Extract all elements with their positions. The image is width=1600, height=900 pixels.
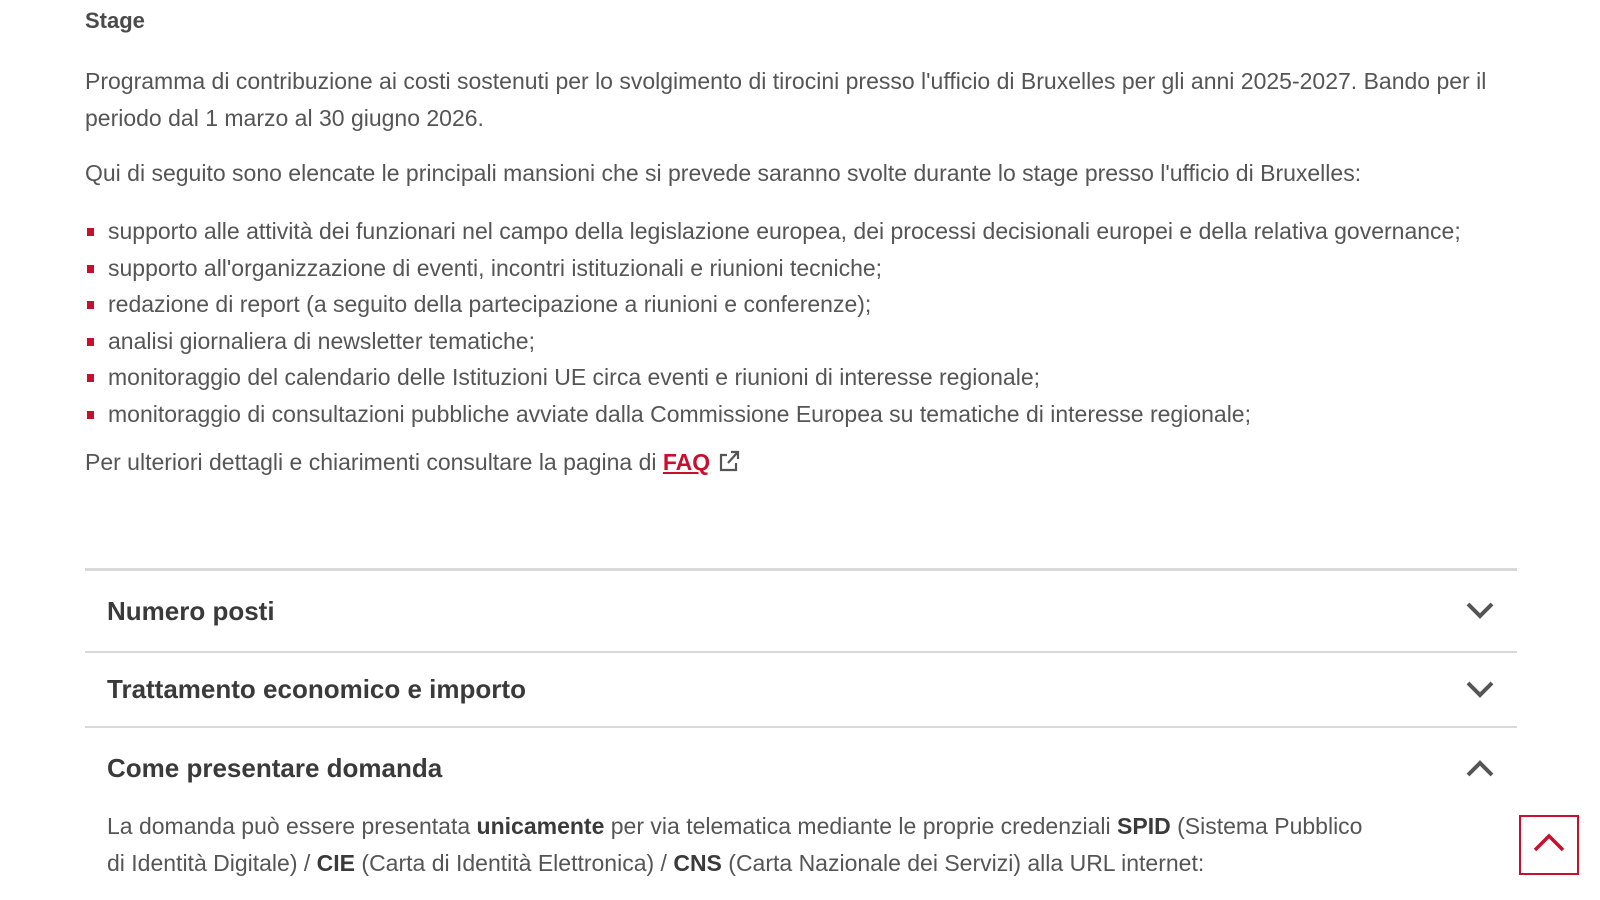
chevron-up-icon — [1532, 832, 1566, 859]
accordion-title: Come presentare domanda — [107, 752, 443, 783]
accordion-item-numero-posti — [85, 568, 1517, 651]
list-item-text: monitoraggio di consultazioni pubbliche avviate dalla Commissione Europea su tematiche di interesse regionale; — [108, 400, 1251, 427]
bullet-icon — [87, 374, 94, 382]
duties-list — [85, 213, 1525, 432]
faq-line — [85, 444, 1525, 484]
back-to-top-button[interactable] — [1519, 815, 1579, 875]
faq-link[interactable]: FAQ — [662, 449, 711, 475]
bullet-icon — [87, 228, 94, 236]
body-text: (Carta di Identità Elettronica) / — [355, 850, 674, 876]
external-link-icon[interactable] — [718, 447, 740, 484]
duties-intro: Qui di seguito sono elencate le principali mansioni che si prevede saranno svolte durante lo stage presso l'ufficio di Bruxelles: — [85, 160, 1362, 186]
chevron-down-icon[interactable] — [1465, 679, 1495, 701]
section-title: Stage — [85, 8, 145, 33]
chevron-up-icon[interactable] — [1465, 757, 1495, 779]
list-item — [85, 213, 1525, 250]
bullet-icon — [87, 411, 94, 419]
list-item-text: analisi giornaliera di newsletter tematiche; — [108, 327, 535, 354]
body-bold-text: CIE — [316, 850, 356, 876]
chevron-down-icon[interactable] — [1465, 600, 1495, 622]
list-item — [85, 250, 1525, 287]
accordion-item-come-presentare-domanda — [85, 726, 1517, 882]
list-item-text: supporto all'organizzazione di eventi, incontri istituzionali e riunioni tecniche; — [108, 254, 883, 281]
faq-prefix: Per ulteriori dettagli e chiarimenti consultare la pagina di — [85, 449, 663, 475]
body-text: (Sistema Pubblico di Identità Digitale) / — [107, 813, 1363, 876]
accordion-title: Numero posti — [107, 595, 275, 626]
list-item — [85, 323, 1525, 360]
list-item — [85, 359, 1525, 396]
list-item — [85, 396, 1525, 433]
body-bold-text: CNS — [673, 850, 722, 876]
bullet-icon — [87, 338, 94, 346]
body-text: per via telematica mediante le proprie credenziali — [604, 813, 1118, 839]
body-text: La domanda può essere presentata — [107, 813, 477, 839]
bullet-icon — [87, 265, 94, 273]
accordion-header-numero-posti[interactable] — [85, 571, 1517, 651]
body-bold-text: SPID — [1117, 813, 1171, 839]
accordion-header-come-presentare-domanda[interactable] — [85, 728, 1517, 808]
accordion-item-trattamento-economico — [85, 651, 1517, 726]
accordion-title: Trattamento economico e importo — [107, 674, 526, 704]
accordion-body — [85, 808, 1399, 882]
accordion-header-trattamento-economico[interactable] — [85, 653, 1517, 726]
body-text: (Carta Nazionale dei Servizi) alla URL internet: — [721, 850, 1205, 876]
bullet-icon — [87, 301, 94, 309]
list-item — [85, 286, 1525, 323]
list-item-text: monitoraggio del calendario delle Istituzioni UE circa eventi e riunioni di interesse regionale; — [108, 364, 1041, 390]
intro-paragraph: Programma di contribuzione ai costi sostenuti per lo svolgimento di tirocini presso l'ufficio di Bruxelles per gli anni 2025-2027. Bando per il periodo dal 1 marzo al 30 giugno 2026. — [85, 68, 1487, 131]
body-bold-text: unicamente — [476, 813, 605, 839]
accordion — [85, 568, 1517, 882]
list-item-text: redazione di report (a seguito della partecipazione a riunioni e conferenze); — [108, 291, 872, 317]
list-item-text: supporto alle attività dei funzionari nel campo della legislazione europea, dei processi decisionali europei e della relativa governance; — [108, 218, 1461, 244]
